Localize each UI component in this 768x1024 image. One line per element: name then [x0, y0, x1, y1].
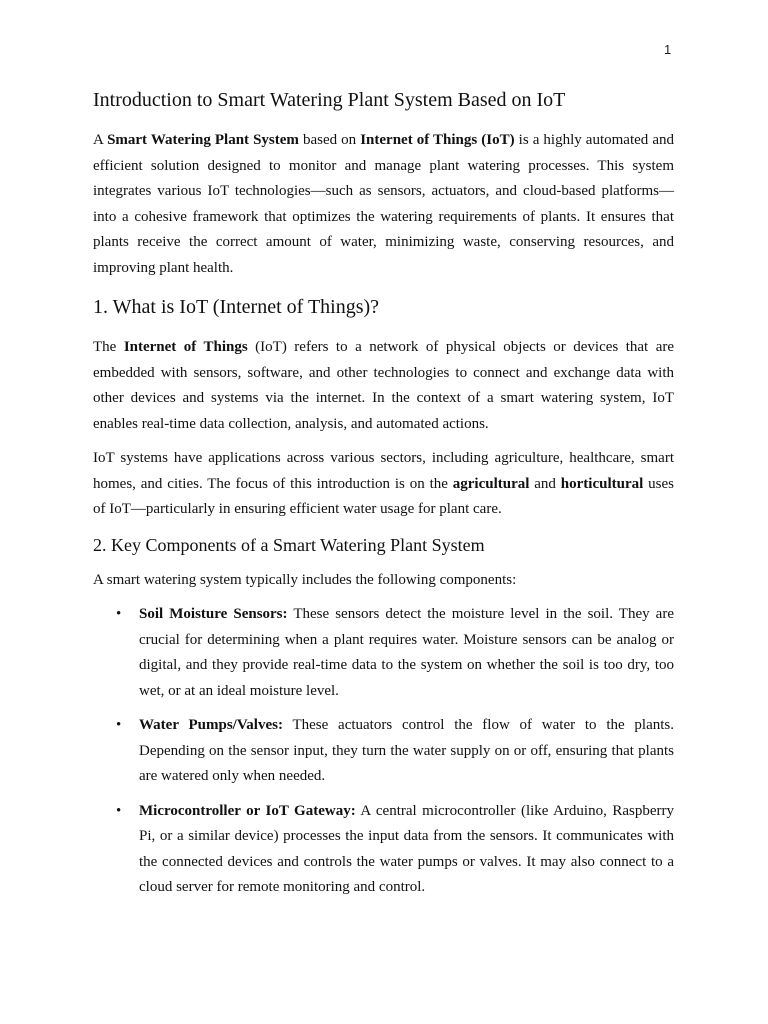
intro-paragraph: A Smart Watering Plant System based on Internet of Things (IoT) is a highly automated and efficient solution designed to monitor and manage plant watering processes. This system integrates various IoT technologies—such as sensors, actuators, and cloud-based platforms—into a cohesive framework that optimizes the watering requirements of plants. It ensures that plants receive the correct amount of water, minimizing waste, conserving resources, and improving plant health.	[93, 132, 674, 276]
list-item	[93, 799, 674, 901]
list-item-text: A central microcontroller (like Arduino, Raspberry Pi, or a similar device) processes the input data from the sensors. It communicates with the connected devices and controls the water pumps or valves. It may also connect to a cloud server for remote monitoring and control.	[139, 802, 674, 895]
bullet-icon: •	[116, 606, 122, 622]
list-item	[93, 713, 674, 790]
list-item-text: These sensors detect the moisture level in the soil. They are crucial for determining when a plant requires water. Moisture sensors can be analog or digital, and they provide real-time data to the system on whether the soil is too dry, too wet, or at an ideal moisture level.	[139, 606, 674, 699]
term-horticultural: horticultural	[560, 475, 644, 492]
page-number: 1	[664, 42, 672, 57]
document-body	[93, 86, 674, 910]
section-1-heading: 1. What is IoT (Internet of Things)?	[93, 296, 380, 318]
term-agricultural: agricultural	[452, 475, 530, 492]
term-internet-of-things: Internet of Things	[123, 339, 248, 355]
bullet-icon: •	[116, 717, 122, 733]
list-item-term: Soil Moisture Sensors:	[139, 606, 288, 622]
list-item	[93, 602, 674, 704]
bullet-icon: •	[116, 802, 122, 819]
term-iot: Internet of Things (IoT)	[360, 132, 515, 148]
list-item-term: Water Pumps/Valves:	[139, 717, 283, 733]
section-2-lead: A smart watering system typically includes the following components:	[93, 571, 517, 588]
document-title: Introduction to Smart Watering Plant System Based on IoT	[93, 89, 566, 111]
section-1-paragraph-2: IoT systems have applications across various sectors, including agriculture, healthcare, smart homes, and cities. The focus of this introduction is on the agricultural and horticultural uses of IoT—particularly in ensuring efficient water usage for plant care.	[93, 450, 674, 517]
list-item-term: Microcontroller or IoT Gateway:	[139, 802, 356, 819]
list-item-text: These actuators control the flow of water to the plants. Depending on the sensor input, they turn the water supply on or off, ensuring that plants are watered only when needed.	[139, 717, 674, 784]
term-smart-watering: Smart Watering Plant System	[107, 132, 299, 148]
section-1-paragraph-1: The Internet of Things (IoT) refers to a network of physical objects or devices that are embedded with sensors, software, and other technologies to connect and exchange data with other devices and systems via the internet. In the context of a smart watering system, IoT enables real-time data collection, analysis, and automated actions.	[93, 339, 674, 432]
components-list	[93, 602, 674, 901]
section-2-heading: 2. Key Components of a Smart Watering Plant System	[93, 534, 485, 555]
